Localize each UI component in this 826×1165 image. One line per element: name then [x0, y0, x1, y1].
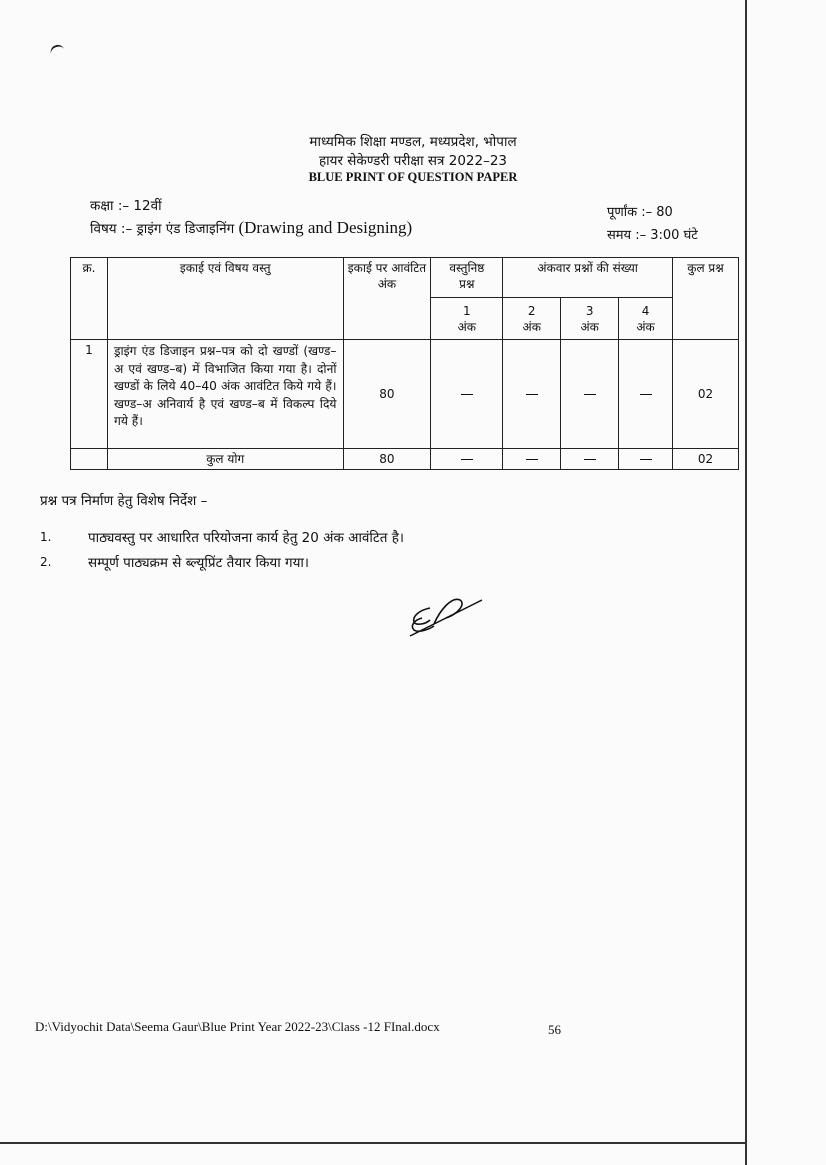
board-name: माध्यमिक शिक्षा मण्डल, मध्यप्रदेश, भोपाल [309, 134, 517, 150]
signature [400, 590, 490, 640]
list-item-number: 1. [40, 530, 52, 544]
total-dash [431, 449, 503, 470]
total-questions: 02 [673, 449, 739, 470]
table-row [71, 340, 739, 449]
row-total: 02 [673, 340, 739, 449]
header-marks-alloc: इकाई पर आवंटित अंक [343, 258, 431, 340]
row-content: ड्राइंग एंड डिजाइन प्रश्न–पत्र को दो खण्डों (खण्ड–अ एवं खण्ड–ब) में विभाजित किया गया है। दोनों खण्डों के लिये 40–40 अंक आवंटित किये गये हैं। खण्ड–अ अनिवार्य है एवं खण्ड–ब में विकल्प दिये गये हैं। [107, 340, 343, 449]
table-header-row [71, 258, 739, 298]
header-2-mark: 2 अंक [503, 298, 561, 340]
subject-hindi: विषय :– ड्राइंग एंड डिजाइनिंग [90, 221, 239, 237]
document-title: BLUE PRINT OF QUESTION PAPER [308, 170, 518, 184]
row-marks: 80 [343, 340, 431, 449]
page-number: 56 [548, 1022, 561, 1037]
total-dash [561, 449, 619, 470]
row-dash [561, 340, 619, 449]
class-label: कक्षा :– 12वीं [90, 198, 162, 214]
blueprint-table [70, 257, 739, 470]
header-total: कुल प्रश्न [673, 258, 739, 340]
list-item: पाठ्यवस्तु पर आधारित परियोजना कार्य हेतु 20 अंक आवंटित है। [88, 530, 404, 546]
total-dash [503, 449, 561, 470]
file-path: D:\Vidyochit Data\Seema Gaur\Blue Print Year 2022-23\Class -12 FInal.docx [35, 1019, 440, 1034]
header-unit: इकाई एवं विषय वस्तु [107, 258, 343, 340]
total-label: कुल योग [107, 449, 343, 470]
instructions-title: प्रश्न पत्र निर्माण हेतु विशेष निर्देश – [40, 493, 208, 509]
subject-english: (Drawing and Designing) [238, 218, 413, 237]
time-label: समय :– 3:00 घंटे [607, 228, 698, 243]
subject-label [90, 218, 412, 238]
scan-mark [49, 43, 66, 57]
header-1-mark: 1 अंक [431, 298, 503, 340]
header-4-mark: 4 अंक [619, 298, 673, 340]
total-dash [619, 449, 673, 470]
row-dash [619, 340, 673, 449]
scan-edge-bottom [0, 1142, 745, 1144]
row-dash [503, 340, 561, 449]
header-objective: वस्तुनिष्ठ प्रश्न [431, 258, 503, 298]
list-item-number: 2. [40, 555, 52, 569]
total-sno-empty [71, 449, 108, 470]
row-dash [431, 340, 503, 449]
row-sno: 1 [71, 340, 108, 449]
total-marks: 80 [343, 449, 431, 470]
header-sno: क्र. [71, 258, 108, 340]
exam-session: हायर सेकेण्डरी परीक्षा सत्र 2022–23 [318, 153, 508, 169]
header-markwise: अंकवार प्रश्नों की संख्या [503, 258, 673, 298]
max-marks: पूर्णांक :– 80 [607, 205, 673, 220]
header-3-mark: 3 अंक [561, 298, 619, 340]
total-row [71, 449, 739, 470]
list-item: सम्पूर्ण पाठ्यक्रम से ब्ल्यूप्रिंट तैयार किया गया। [88, 555, 310, 571]
